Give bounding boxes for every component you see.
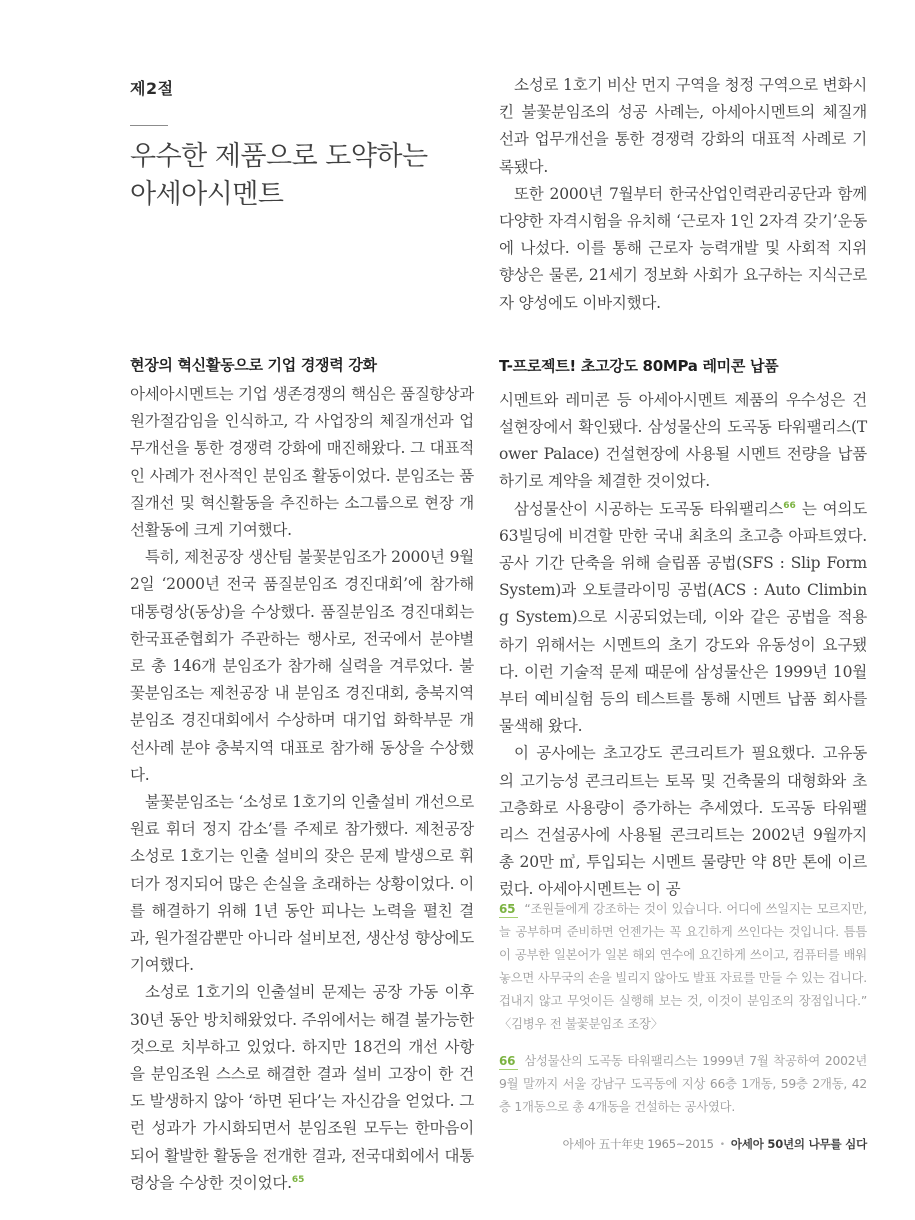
- footnote-ref-65: 65: [291, 1174, 305, 1185]
- page-footer: [563, 1136, 867, 1152]
- footer-separator-dot: •: [719, 1140, 725, 1150]
- paragraph: 또한 2000년 7월부터 한국산업인력관리공단과 함께 다양한 자격시험을 유치해 ‘근로자 1인 2자격 갖기’운동에 나섰다. 이를 통해 근로자 능력개발 및 사회적 지위 향상은 물론, 21세기 정보화 사회가 요구하는 지식근로자 양성에도 이바지했다.: [499, 184, 867, 312]
- paragraph: 이 공사에는 초고강도 콘크리트가 필요했다. 고유동의 고기능성 콘크리트는 토목 및 건축물의 대형화와 초고층화로 사용량이 증가하는 추세였다. 도곡동 타워팰리스 건설공사에 사용될 콘크리트는 2002년 9월까지 총 20만 ㎥, 투입되는 시멘트 물량만 약 8만 톤에 이르렀다. 아세아시멘트는 이 공: [499, 744, 867, 899]
- paragraph: 시멘트와 레미콘 등 아세아시멘트 제품의 우수성은 건설현장에서 확인됐다. 삼성물산의 도곡동 타워팰리스(Tower Palace) 건설현장에 사용될 시멘트 전량을 납품하기로 계약을 체결한 것이었다.: [499, 390, 867, 491]
- footnotes-section: [499, 898, 867, 1133]
- footnote-66: [499, 1050, 867, 1119]
- section-label: 제2절: [130, 79, 174, 98]
- paragraph: 특히, 제천공장 생산팀 불꽃분임조가 2000년 9월 2일 ‘2000년 전국 품질분임조 경진대회’에 참가해 대통령상(동상)을 수상했다. 품질분임조 경진대회는 한국표준협회가 주관하는 행사로, 전국에서 분야별로 총 146개 분임조가 참가해 실력을 겨루었다. 불꽃분임조는 제천공장 내 분임조 경진대회, 충북지역 분임조 경진대회에서 수상하며 대기업 화학부문 개선사례 분야 충북지역 대표로 참가해 동상을 수상했다.: [130, 548, 474, 784]
- chapter-title-line2: 아세아시멘트: [130, 179, 284, 210]
- paragraph: [130, 979, 474, 1197]
- paragraph-text: 삼성물산이 시공하는 도곡동 타워팰리스: [514, 499, 784, 518]
- paragraph-text: 는 여의도 63빌딩에 비견할 만한 국내 최초의 초고층 아파트였다. 공사 기간 단축을 위해 슬립폼 공법(SFS : Slip Form System)과 오토클라이밍 공법(ACS : Auto Climbing System)으로 시공되었는데, 이와 같은 공법을 적용하기 위해서는 시멘트의 초기 강도와 유동성이 요구됐다. 이런 기술적 문제 때문에 삼성물산은 1999년 10월부터 예비실험 등의 테스트를 통해 시멘트 납품 회사를 물색해 왔다.: [499, 499, 867, 736]
- footnote-number: 66: [499, 1054, 518, 1070]
- left-column: [130, 76, 474, 1192]
- footnote-text: “조원들에게 강조하는 것이 있습니다. 어디에 쓰일지는 모르지만, 늘 공부하며 준비하면 언젠가는 꼭 요긴하게 쓰인다는 것입니다. 틈틈이 공부한 일본어가 일본 해외 연수에 요긴하게 쓰이고, 컴퓨터를 배워 놓으면 사무국의 손을 빌리지 않아도 발표 자료를 만들 수 있는 겁니다. 겁내지 않고 무엇이든 실행해 보는 것, 이것이 분임조의 장점입니다.” 〈김병우 전 불꽃분임조 조장〉: [499, 902, 867, 1031]
- section-divider: [130, 125, 168, 126]
- footnote-text: 삼성물산의 도곡동 타워팰리스는 1999년 7월 착공하여 2002년 9월 말까지 서울 강남구 도곡동에 지상 66층 1개동, 59층 2개동, 42층 1개동으로 총 4개동을 건설하는 공사였다.: [499, 1054, 867, 1114]
- footer-chapter-title: 아세아 50년의 나무를 심다: [730, 1137, 867, 1151]
- subsection-heading-left: 현장의 혁신활동으로 기업 경쟁력 강화: [130, 356, 377, 374]
- left-body-text: [130, 381, 474, 1197]
- footnote-65: [499, 898, 867, 1036]
- chapter-title: [130, 138, 474, 214]
- right-column: [499, 72, 867, 904]
- chapter-title-line1: 우수한 제품으로 도약하는: [130, 141, 428, 172]
- subsection-heading-right: T-프로젝트! 초고강도 80MPa 레미콘 납품: [499, 356, 779, 375]
- paragraph: 소성로 1호기 비산 먼지 구역을 청정 구역으로 변화시킨 불꽃분임조의 성공 사례는, 아세아시멘트의 체질개선과 업무개선을 통한 경쟁력 강화의 대표적 사례로 기록됐다.: [499, 76, 867, 176]
- right-body-text: [499, 72, 867, 904]
- paragraph: 불꽃분임조는 ‘소성로 1호기의 인출설비 개선으로 원료 휘더 정지 감소’를 주제로 참가했다. 제천공장 소성로 1호기는 인출 설비의 잦은 문제 발생으로 휘더가 정지되어 많은 손실을 초래하는 상황이었다. 이를 해결하기 위해 1년 동안 피나는 노력을 펼친 결과, 원가절감뿐만 아니라 설비보전, 생산성 향상에도 기여했다.: [130, 793, 474, 975]
- paragraph-text: 소성로 1호기의 인출설비 문제는 공장 가동 이후 30년 동안 방치해왔었다. 주위에서는 해결 불가능한 것으로 치부하고 있었다. 하지만 18건의 개선 사항을 분임조원 스스로 해결한 결과 설비 고장이 한 건도 발생하지 않아 ‘하면 된다’는 자신감을 얻었다. 그런 성과가 가시화되면서 분임조원 모두는 한마음이 되어 활발한 활동을 전개한 결과, 전국대회에서 대통령상을 수상한 것이었다.: [130, 983, 474, 1192]
- paragraph: 아세아시멘트는 기업 생존경쟁의 핵심은 품질향상과 원가절감임을 인식하고, 각 사업장의 체질개선과 업무개선을 통한 경쟁력 강화에 매진해왔다. 그 대표적인 사례가 전사적인 분임조 활동이었다. 분임조는 품질개선 및 혁신활동을 추진하는 소그룹으로 현장 개선활동에 크게 기여했다.: [130, 385, 474, 540]
- footnote-ref-66: 66: [783, 500, 796, 511]
- footer-book-title: 아세아 五十年史 1965~2015: [562, 1137, 714, 1151]
- paragraph: [499, 496, 867, 741]
- footnote-number: 65: [499, 902, 518, 918]
